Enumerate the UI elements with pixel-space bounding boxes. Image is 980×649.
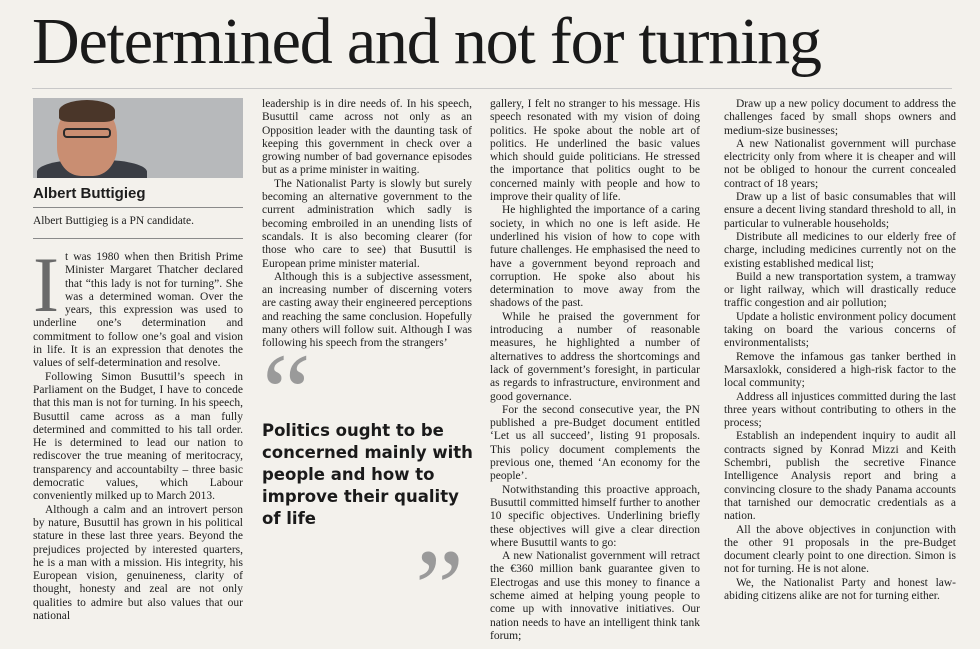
- headline-rule: [32, 88, 952, 89]
- body-paragraph: Notwithstanding this proactive approach, Busuttil committed himself further to another 10 specific objectives. Underlining briefly these objectives will give a clear direction where Busuttil wants to go:: [490, 483, 700, 549]
- column-3: [490, 98, 700, 643]
- photo-hair: [59, 100, 115, 122]
- body-paragraph: Draw up a list of basic consumables that will ensure a decent living standard threshold to all, in particular to vulnerable households;: [724, 191, 956, 230]
- author-rule: [33, 207, 243, 208]
- drop-cap: I: [33, 241, 59, 328]
- body-paragraph: The Nationalist Party is slowly but surely becoming an alternative government to the current administration which sadly is becoming embroiled in an unending lists of scandals. It is also becoming clearer (for those who care to see) that Busuttil is European prime minister material.: [262, 177, 472, 270]
- body-paragraph: leadership is in dire needs of. In his speech, Busuttil came across not only as an Opposition leader with the daunting task of keeping this government in check over a growing number of bad governance episodes but as a prime minister in waiting.: [262, 98, 472, 177]
- body-paragraph: Distribute all medicines to our elderly free of charge, including medicines currently not on the existing established medical list;: [724, 230, 956, 270]
- body-paragraph: Following Simon Busuttil’s speech in Parliament on the Budget, I have to concede that this man is not for turning. In his speech, Busuttil came across as a man fully determined and committed to his tall order. He is determined to lead our nation to rediscover the true meaning of meritocracy, transparency and accountabilty – three basic democratic values, which Labour conveniently milked up to March 2013.: [33, 370, 243, 503]
- body-paragraph: We, the Nationalist Party and honest law-abiding citizens alike are not for turning either.: [724, 576, 956, 602]
- author-photo: [33, 98, 243, 178]
- column-2: [262, 98, 472, 351]
- body-paragraph: Draw up a new policy document to address the challenges faced by small shops owners and medium-size businesses;: [724, 98, 956, 137]
- body-paragraph: A new Nationalist government will purchase electricity only from where it is cheaper and will not be obliged to honour the current concealed contract of 18 years;: [724, 137, 956, 190]
- body-paragraph: A new Nationalist government will retract the €360 million bank guarantee given to Electrogas and use this money to finance a scheme aimed at helping young people to come up with innovative initiatives. Our nation needs to have an intelligent think tank forum;: [490, 550, 700, 642]
- body-paragraph: Remove the infamous gas tanker berthed in Marsaxlokk, considered a high-risk factor to the local community;: [724, 350, 956, 390]
- body-paragraph: Address all injustices committed during the last three years without contributing to others in the process;: [724, 390, 956, 430]
- body-paragraph: Although this is a subjective assessment, an increasing number of discerning voters are casting away their engineered perceptions and reaching the same conclusion. Hopefully many others will follow suit. Although I was following his speech from the strangers’: [262, 270, 472, 350]
- body-paragraph: t was 1980 when then British Prime Minister Margaret Thatcher declared that “this lady is not for turning”. She was a determined woman. Over the years, this expression was used to underline one’s determination and commitment to follow one’s goal and vision in life. It is an expression that denotes the values of self-determination and resolve.: [33, 251, 243, 370]
- body-paragraph: Although a calm and an introvert person by nature, Busuttil has grown in his political stature in these last three years. Beyond the prejudices projected by interested quarters, he is a man with a mission. His integrity, his European vision, genuineness, clarity of thought, honesty and zeal are not only qualities to admire but also values that our national: [33, 503, 243, 623]
- intro-paragraph: [33, 241, 243, 371]
- body-paragraph: Establish an independent inquiry to audit all contracts signed by Konrad Mizzi and Keith Schembri, publish the secretive Finance Intelligence Analysis report and bring a convincing closure to the shady Panama accounts that tarnished our democratic credentials as a nation.: [724, 430, 956, 523]
- body-paragraph: Update a holistic environment policy document taking on board the various concerns of environmentalists;: [724, 310, 956, 350]
- body-paragraph: Build a new transportation system, a tramway or light railway, which will drastically reduce traffic congestion and air pollution;: [724, 270, 956, 310]
- column-1: [33, 98, 243, 623]
- open-quote-icon: “: [262, 331, 311, 453]
- close-quote-icon: ”: [415, 527, 464, 649]
- photo-glasses: [63, 128, 111, 138]
- body-paragraph: For the second consecutive year, the PN published a pre-Budget document entitled ‘Let us all succeed’, listing 91 proposals. This policy document complements the previous one, themed ‘An economy for the people’.: [490, 403, 700, 483]
- body-paragraph: gallery, I felt no stranger to his message. His speech resonated with my vision of doing politics. He spoke about the noble art of politics. He underlined the basic values which should guide politicians. He stressed the importance that politics ought to be concerned mainly with people and how to improve their quality of life.: [490, 98, 700, 204]
- author-bio-rule: [33, 238, 243, 239]
- author-bio: Albert Buttigieg is a PN candidate.: [33, 215, 194, 227]
- headline: Determined and not for turning: [32, 5, 821, 78]
- body-paragraph: He highlighted the importance of a caring society, in which no one is left aside. He underlined his vision of how to cope with future challenges. He emphasised the need to have a government beyond reproach and corruption. He spoke also about his determination to move away from the shadows of the past.: [490, 204, 700, 310]
- body-paragraph: While he praised the government for introducing a number of reasonable measures, he highlighted a number of alternatives to address the shortcomings and lack of government’s foresight, in particular as regards to infrastructure, environment and good governance.: [490, 310, 700, 403]
- pull-quote: Politics ought to be concerned mainly with people and how to improve their quality of life: [262, 421, 473, 528]
- body-paragraph: All the above objectives in conjunction with the other 91 proposals in the pre-Budget document clearly point to one direction. Simon is not for turning. He is not alone.: [724, 523, 956, 576]
- column-4: [724, 98, 956, 603]
- author-name: Albert Buttigieg: [33, 185, 146, 202]
